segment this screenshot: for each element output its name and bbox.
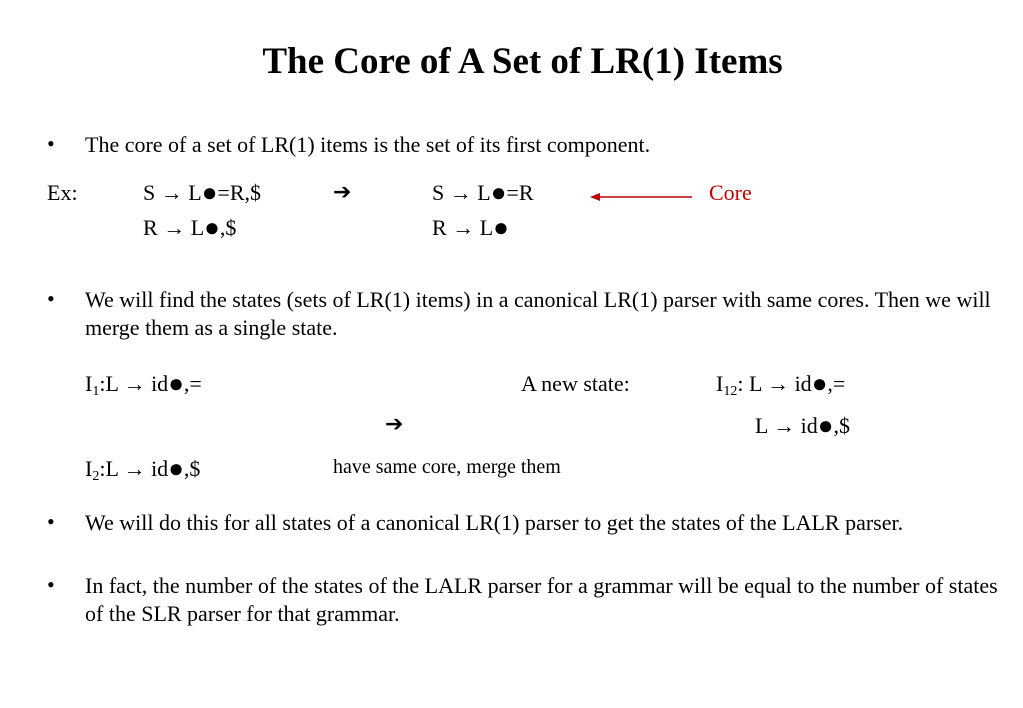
page-title: The Core of A Set of LR(1) Items bbox=[262, 41, 783, 82]
item-set-i2 bbox=[85, 455, 200, 483]
state-subscript: 2 bbox=[92, 469, 100, 484]
item-set-i12 bbox=[716, 370, 845, 398]
item-dot: ● bbox=[204, 213, 220, 242]
example-label: Ex: bbox=[47, 180, 78, 205]
item-dot: ● bbox=[490, 178, 507, 207]
item-head: S bbox=[143, 180, 156, 205]
item-dot: ● bbox=[811, 369, 828, 398]
item-head: L bbox=[755, 413, 768, 438]
item-dot: ● bbox=[817, 411, 834, 440]
item-body: id bbox=[151, 456, 169, 481]
example-right-item-2 bbox=[432, 214, 509, 242]
state-name: I bbox=[716, 371, 724, 396]
state-subscript: 12 bbox=[723, 384, 738, 399]
bullet-marker: • bbox=[47, 131, 55, 156]
state-subscript: 1 bbox=[92, 384, 100, 399]
item-head: R bbox=[432, 215, 447, 240]
item-body: L bbox=[477, 180, 491, 205]
derives-arrow: → bbox=[452, 215, 475, 240]
item-lookahead: ,$ bbox=[833, 413, 850, 438]
new-state-label: A new state: bbox=[521, 371, 630, 396]
bullet-slr-equal: In fact, the number of the states of the LALR parser for a grammar will be equal to the number of states of the SLR parser for that grammar. bbox=[85, 573, 998, 626]
derives-arrow: → bbox=[123, 456, 146, 481]
state-rule: :L bbox=[99, 371, 119, 396]
item-set-i12-second bbox=[755, 412, 850, 440]
item-dot: ● bbox=[493, 213, 509, 242]
derives-arrow: → bbox=[767, 371, 790, 396]
state-rule: :L bbox=[99, 456, 119, 481]
right-arrow-icon: ➔ bbox=[333, 179, 352, 204]
bullet-lalr-states: We will do this for all states of a canonical LR(1) parser to get the states of the LALR parser. bbox=[85, 510, 904, 535]
bullet-marker: • bbox=[47, 286, 55, 311]
bullet-find-states: We will find the states (sets of LR(1) items) in a canonical LR(1) parser with same cores. Then we will merge them as a single state. bbox=[85, 287, 991, 340]
derives-arrow: → bbox=[160, 180, 183, 205]
merge-note: have same core, merge them bbox=[333, 456, 561, 478]
item-head: S bbox=[432, 180, 445, 205]
state-name: I bbox=[85, 456, 93, 481]
item-dot: ● bbox=[201, 178, 218, 207]
item-set-i1 bbox=[85, 370, 202, 398]
derives-arrow: → bbox=[163, 215, 186, 240]
item-head: R bbox=[143, 215, 158, 240]
example-left-item-1 bbox=[143, 179, 261, 207]
derives-arrow: → bbox=[449, 180, 472, 205]
item-body: L bbox=[190, 215, 205, 240]
right-arrow-icon: ➔ bbox=[385, 411, 404, 436]
item-lookahead: ,$ bbox=[219, 215, 237, 240]
item-dot: ● bbox=[168, 454, 184, 483]
example-left-item-2 bbox=[143, 214, 236, 242]
derives-arrow: → bbox=[123, 371, 146, 396]
item-body: id bbox=[794, 371, 812, 396]
example-right-item-1 bbox=[432, 179, 534, 207]
item-dot: ● bbox=[168, 369, 184, 398]
item-lookahead: ,= bbox=[827, 371, 846, 396]
item-lookahead: =R,$ bbox=[217, 180, 262, 205]
core-pointer-arrow-icon bbox=[588, 188, 694, 206]
item-core: =R bbox=[506, 180, 534, 205]
state-rule: : L bbox=[737, 371, 762, 396]
bullet-marker: • bbox=[47, 572, 55, 597]
bullet-marker: • bbox=[47, 509, 55, 534]
item-body: id bbox=[800, 413, 818, 438]
state-name: I bbox=[85, 371, 93, 396]
item-lookahead: ,= bbox=[183, 371, 202, 396]
item-lookahead: ,$ bbox=[183, 456, 201, 481]
item-body: L bbox=[188, 180, 202, 205]
item-body: id bbox=[151, 371, 169, 396]
core-label: Core bbox=[709, 180, 752, 205]
item-body: L bbox=[479, 215, 494, 240]
bullet-core-definition: The core of a set of LR(1) items is the set of its first component. bbox=[85, 132, 651, 157]
derives-arrow: → bbox=[773, 413, 796, 438]
